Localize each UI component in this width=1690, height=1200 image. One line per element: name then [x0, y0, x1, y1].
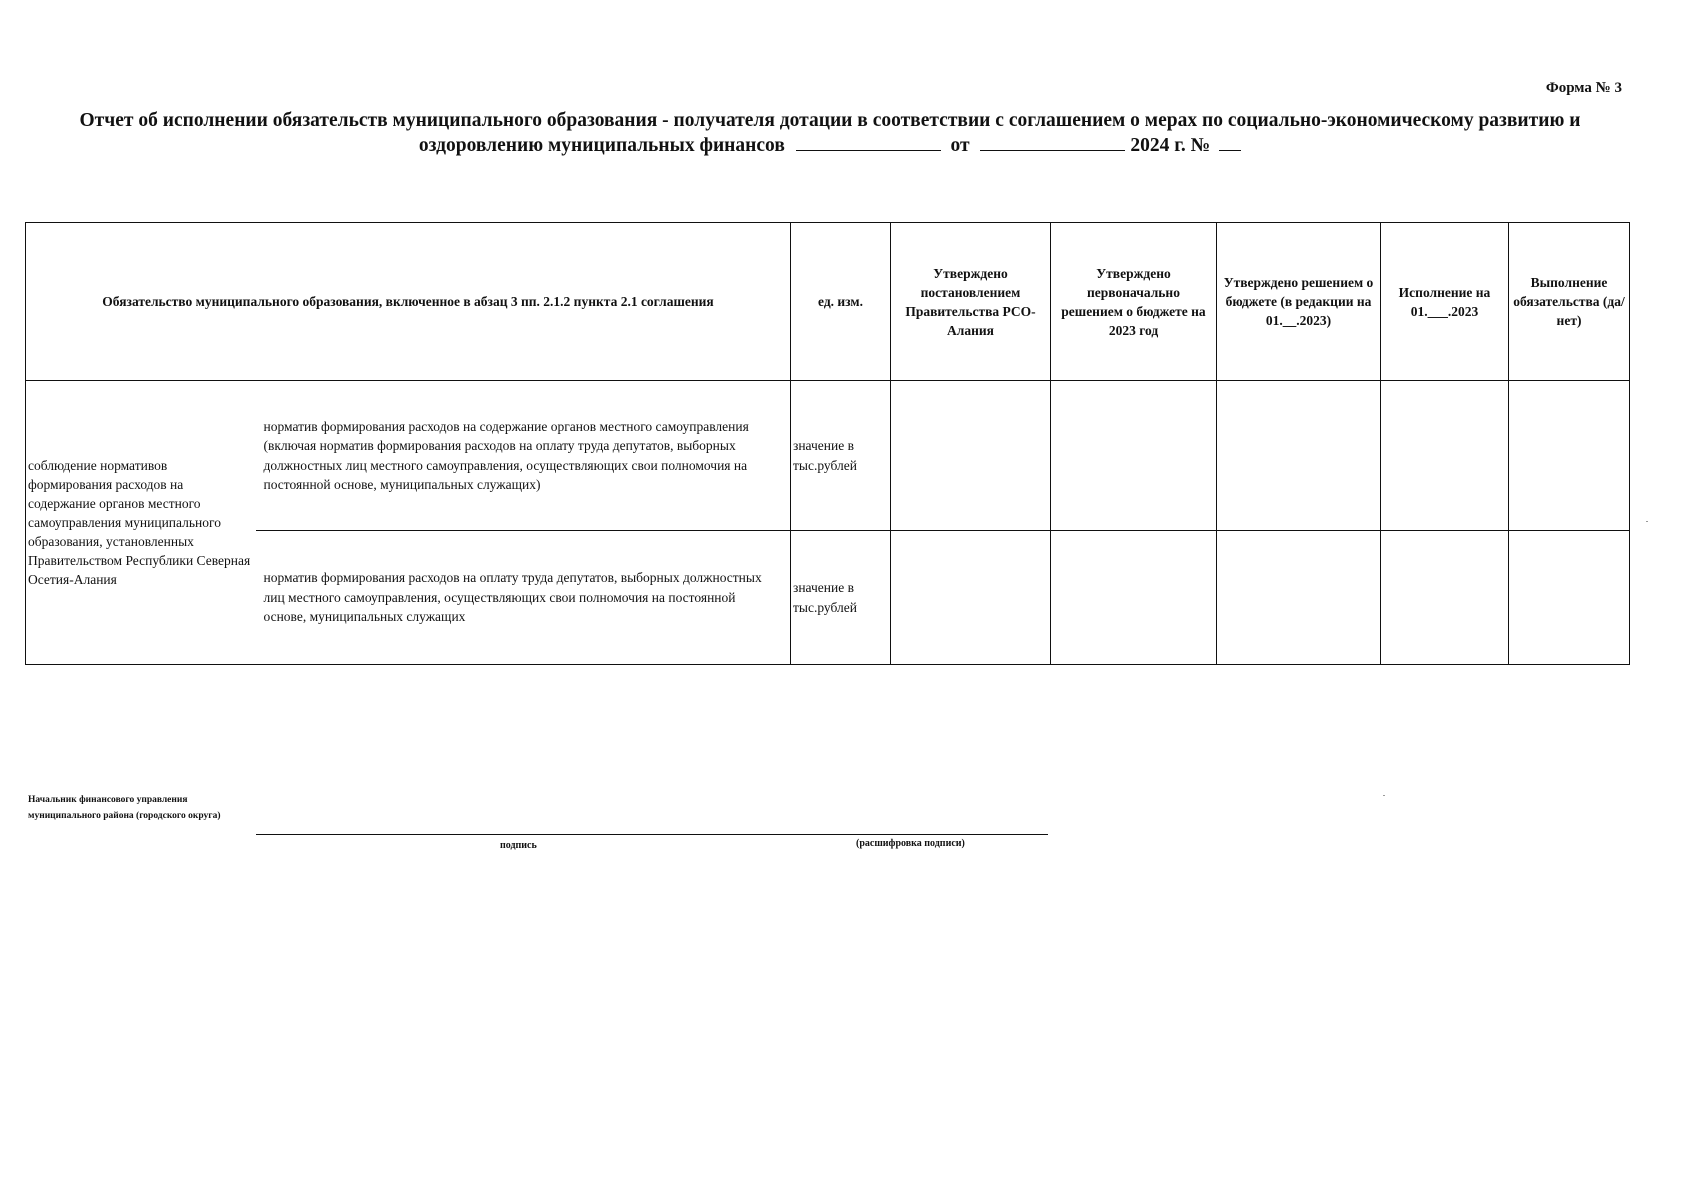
approved-initial-input[interactable] — [1051, 381, 1217, 531]
scan-speck — [1646, 521, 1648, 522]
document-title — [20, 108, 1640, 158]
fulfillment-input[interactable] — [1509, 381, 1630, 531]
title-year-label: 2024 г. № — [1130, 135, 1211, 156]
title-from-label: от — [950, 135, 970, 156]
title-line-2-prefix: оздоровлению муниципальных финансов — [418, 135, 785, 156]
form-number: Форма № 3 — [1545, 80, 1622, 96]
signature-decoding-caption: (расшифровка подписи) — [856, 838, 965, 849]
header-execution: Исполнение на 01.___.2023 — [1381, 223, 1509, 381]
header-fulfillment: Выполнение обязательства (да/нет) — [1509, 223, 1630, 381]
scan-speck — [1383, 795, 1385, 796]
header-approved-budget: Утверждено решением о бюджете (в редакции на 01.__.2023) — [1217, 223, 1381, 381]
table-row — [26, 531, 1630, 665]
approved-government-input[interactable] — [891, 381, 1051, 531]
fulfillment-input[interactable] — [1509, 531, 1630, 665]
obligation-main-cell: соблюдение нормативов формирования расходов на содержание органов местного самоуправления муниципального образования, установленных Правительством Республики Северная Осетия-Алания — [26, 381, 256, 665]
approved-budget-input[interactable] — [1217, 381, 1381, 531]
execution-input[interactable] — [1381, 531, 1509, 665]
unit-cell: значение в тыс.рублей — [791, 531, 891, 665]
execution-input[interactable] — [1381, 381, 1509, 531]
report-table — [25, 222, 1630, 665]
header-approved-initial: Утверждено первоначально решением о бюджете на 2023 год — [1051, 223, 1217, 381]
approved-budget-input[interactable] — [1217, 531, 1381, 665]
agreement-name-blank[interactable] — [796, 134, 941, 151]
unit-cell: значение в тыс.рублей — [791, 381, 891, 531]
title-line-1: Отчет об исполнении обязательств муниципального образования - получателя дотации в соответствии с соглашением о мерах по социально-экономическому развитию и — [79, 110, 1581, 131]
header-unit: ед. изм. — [791, 223, 891, 381]
title-line-2 — [20, 133, 1640, 158]
obligation-sub-cell: норматив формирования расходов на оплату труда депутатов, выборных должностных лиц местного самоуправления, осуществляющих свои полномочия на постоянной основе, муниципальных служащих — [256, 531, 791, 665]
agreement-number-blank[interactable] — [1219, 134, 1241, 151]
approved-government-input[interactable] — [891, 531, 1051, 665]
header-obligation: Обязательство муниципального образования, включенное в абзац 3 пп. 2.1.2 пункта 2.1 соглашения — [26, 223, 791, 381]
agreement-date-blank[interactable] — [980, 134, 1125, 151]
obligation-sub-cell: норматив формирования расходов на содержание органов местного самоуправления (включая норматив формирования расходов на оплату труда депутатов, выборных должностных лиц местного самоуправления, осуществляющих свои полномочия на постоянной основе, муниципальных служащих) — [256, 381, 791, 531]
table-row — [26, 381, 1630, 531]
signature-caption: подпись — [500, 840, 537, 851]
signature-line[interactable] — [256, 834, 1048, 835]
table-header-row — [26, 223, 1630, 381]
signatory-position: Начальник финансового управления муниципального района (городского округа) — [28, 795, 221, 821]
header-approved-government: Утверждено постановлением Правительства РСО-Алания — [891, 223, 1051, 381]
approved-initial-input[interactable] — [1051, 531, 1217, 665]
